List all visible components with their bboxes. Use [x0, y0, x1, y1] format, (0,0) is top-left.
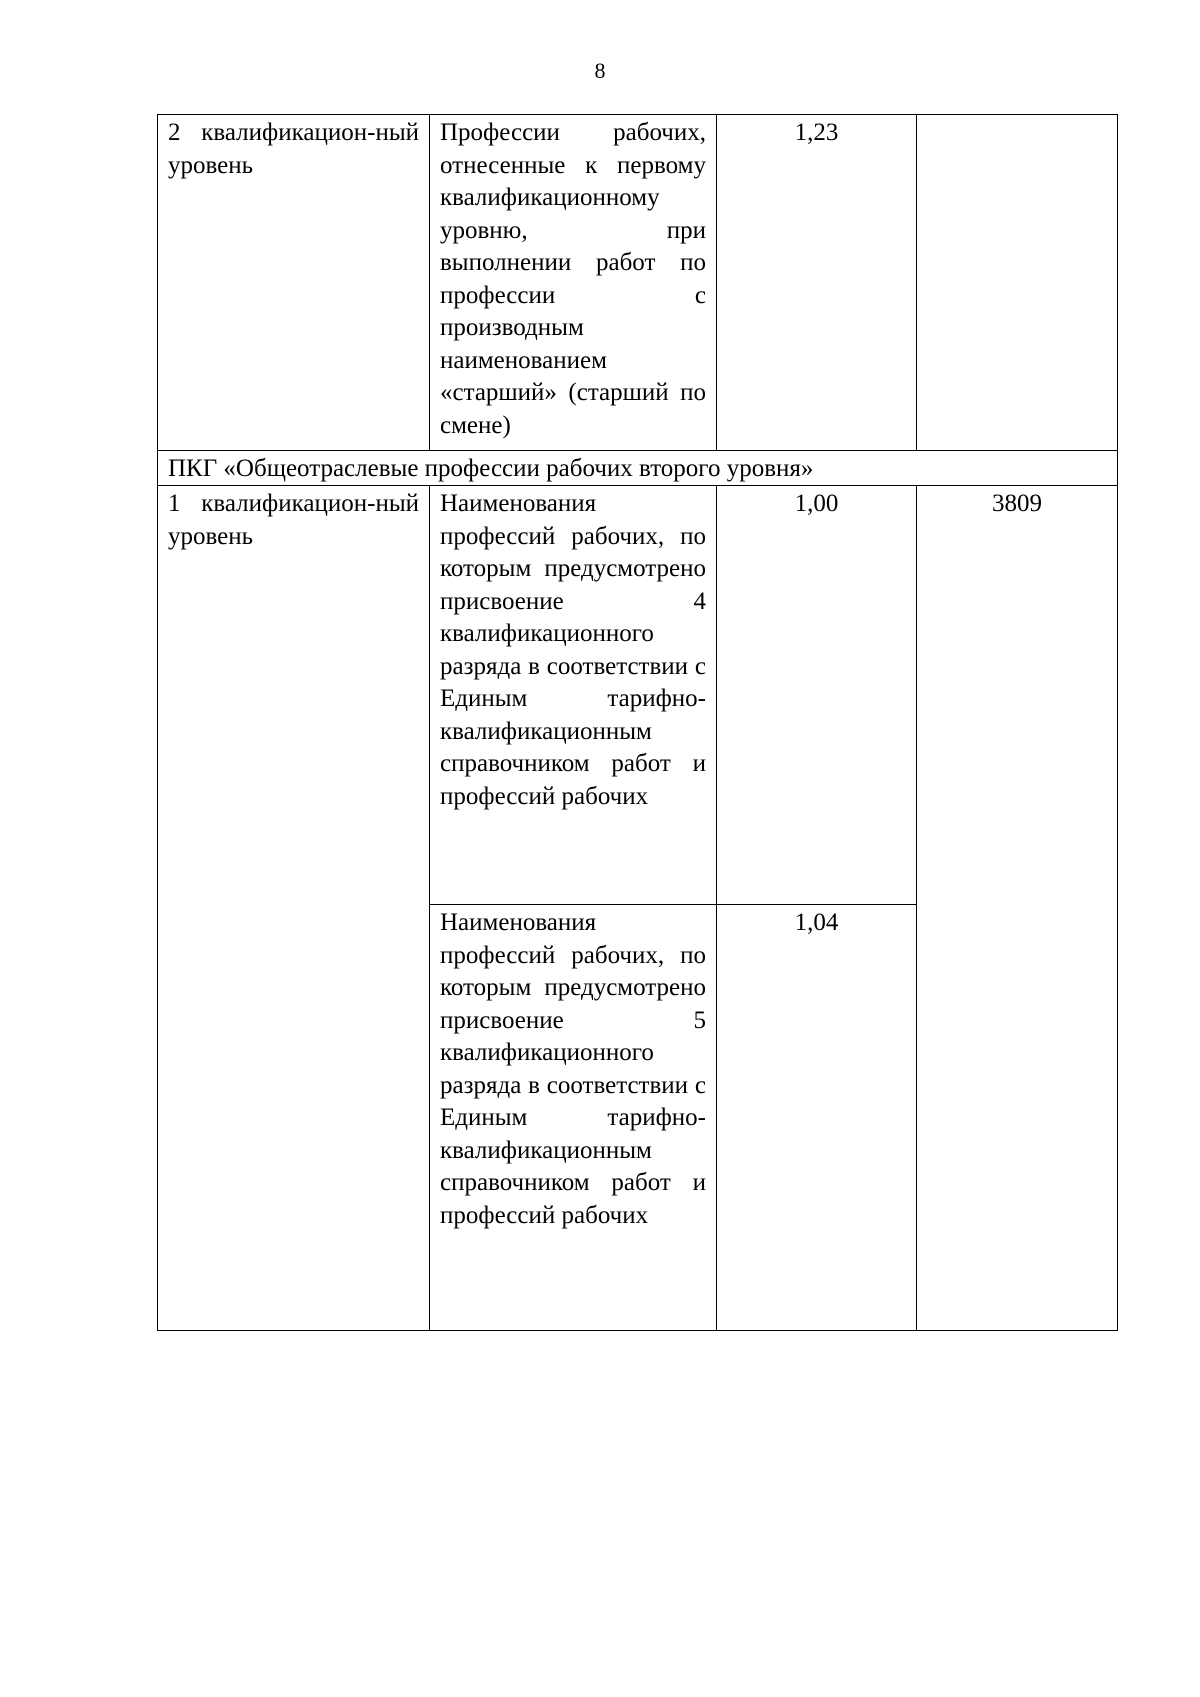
qualification-level-cell: 1 квалификацион-ный уровень: [158, 486, 430, 1331]
coefficient-cell: 1,23: [717, 115, 917, 451]
qualification-table: [157, 114, 1118, 1331]
group-header-row: [158, 451, 1118, 486]
profession-description-cell: Наименования профессий рабочих, по которым предусмотрено присвоение 5 квалификационного разряда в соответствии с Единым тарифно-квалификационным справочником работ и профессий рабочих: [430, 905, 717, 1331]
coefficient-cell: 1,00: [717, 486, 917, 905]
coefficient-cell: 1,04: [717, 905, 917, 1331]
group-header-cell: ПКГ «Общеотраслевые профессии рабочих второго уровня»: [158, 451, 1118, 486]
salary-cell: 3809: [917, 486, 1118, 1331]
table-row: [158, 486, 1118, 905]
profession-description-cell: Профессии рабочих, отнесенные к первому квалификационному уровню, при выполнении работ по профессии с производным наименованием «старший» (старший по смене): [430, 115, 717, 451]
profession-description-cell: Наименования профессий рабочих, по которым предусмотрено присвоение 4 квалификационного разряда в соответствии с Единым тарифно-квалификационным справочником работ и профессий рабочих: [430, 486, 717, 905]
salary-cell: [917, 115, 1118, 451]
table-row: [158, 115, 1118, 451]
qualification-level-cell: 2 квалификацион-ный уровень: [158, 115, 430, 451]
page-number: 8: [594, 58, 606, 83]
